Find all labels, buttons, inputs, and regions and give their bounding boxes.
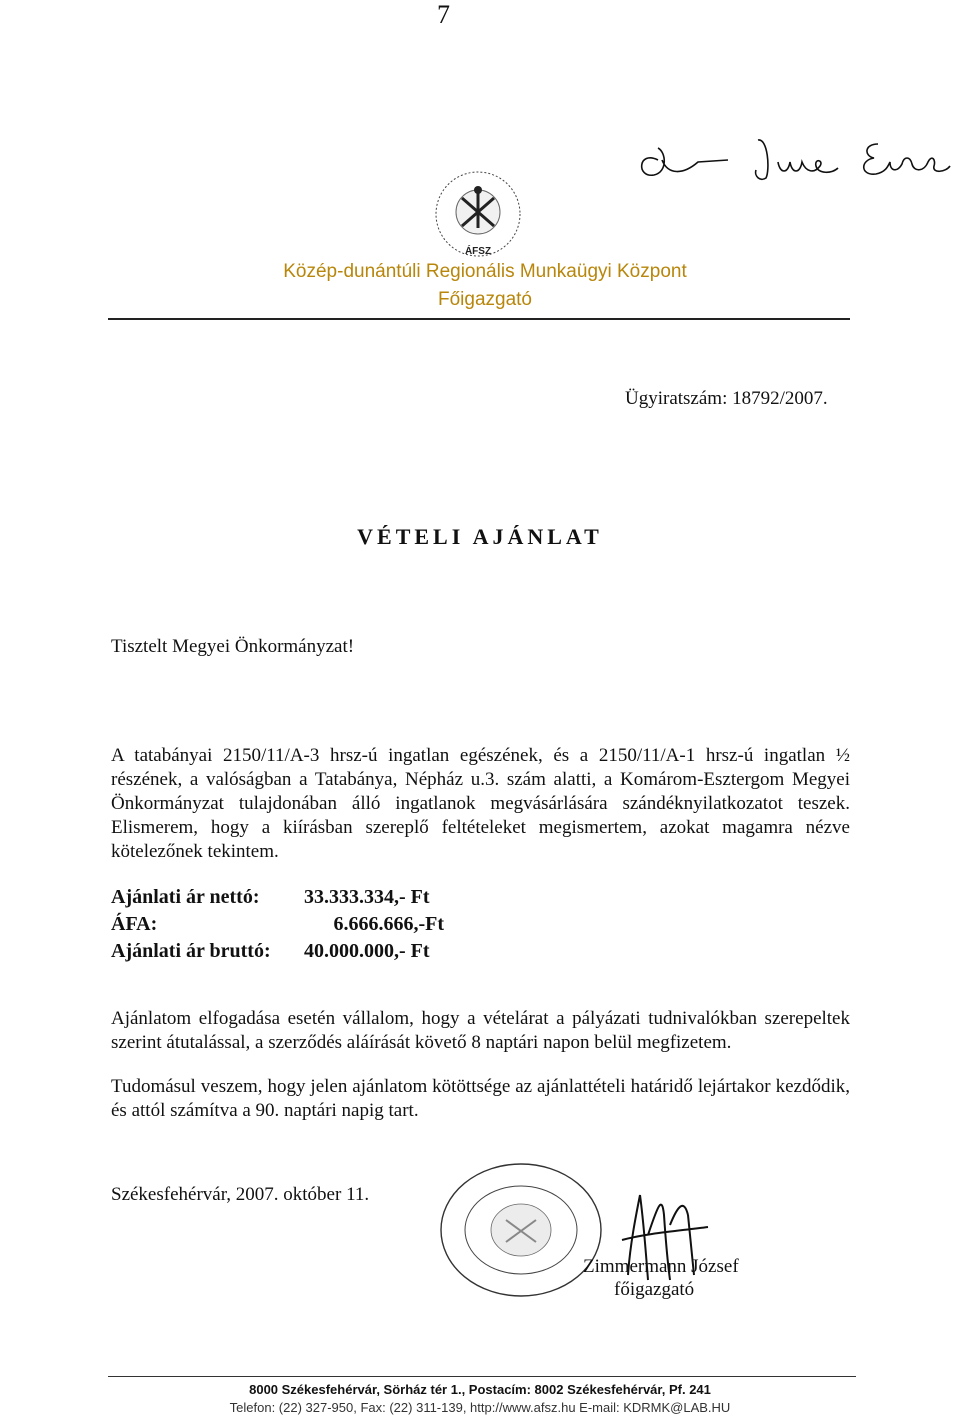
paragraph-payment: Ajánlatom elfogadása esetén vállalom, hogy a vételárat a pályázati tudnivalókban szerepeltek szerint átutalással, a szerződés aláírását követő 8 naptári napon belül megfizetem. xyxy=(111,1008,850,1053)
price-label: Ajánlati ár bruttó: xyxy=(111,940,271,962)
paragraph-offer: A tatabányai 2150/11/A-3 hrsz-ú ingatlan egészének, és a 2150/11/A-1 hrsz-ú ingatlan ½ részének, a valóságban a Tatabánya, Népház u.3. szám alatti, a Komárom-Esztergom Megyei Önkormányzat tulajdonában álló ingatlanok megvásárlására szándéknyilatkozatot teszek. Elismerem, hogy a kiírásban szereplő feltételeket megismertem, azokat magamra nézve kötelezőnek tekintem. xyxy=(111,745,850,862)
footer-contact: Telefon: (22) 327-950, Fax: (22) 311-139, http://www.afsz.hu E-mail: KDRMK@LAB.HU xyxy=(229,1400,731,1415)
org-name: Közép-dunántúli Regionális Munkaügyi Központ xyxy=(283,261,687,282)
handwritten-note xyxy=(628,130,958,190)
signatory-name: Zimmermann József xyxy=(583,1256,739,1277)
place-date: Székesfehérvár, 2007. október 11. xyxy=(111,1184,370,1205)
signatory-title: főigazgató xyxy=(614,1279,695,1300)
footer-divider xyxy=(108,1376,856,1377)
paragraph-validity: Tudomásul veszem, hogy jelen ajánlatom kötöttsége az ajánlattételi határidő lejártakor kezdődik, és attól számítva a 90. naptári napig tart. xyxy=(111,1076,850,1121)
org-header xyxy=(250,258,720,314)
salutation: Tisztelt Megyei Önkormányzat! xyxy=(111,636,355,657)
footer-address: 8000 Székesfehérvár, Sörház tér 1., Postacím: 8002 Székesfehérvár, Pf. 241 xyxy=(249,1382,711,1397)
price-label: ÁFA: xyxy=(111,913,158,935)
page-number: 7 xyxy=(437,0,450,29)
price-value: 33.333.334,- Ft xyxy=(304,886,430,908)
price-row-vat xyxy=(111,911,444,938)
price-label: Ajánlati ár nettó: xyxy=(111,886,260,908)
price-row-gross xyxy=(111,938,444,965)
document-title: VÉTELI AJÁNLAT xyxy=(357,524,603,549)
afsz-logo xyxy=(432,168,524,260)
header-divider xyxy=(108,318,850,320)
official-stamp xyxy=(436,1160,606,1300)
price-value: 6.666.666,-Ft xyxy=(333,913,444,935)
logo-text: ÁFSZ xyxy=(464,246,492,257)
price-value: 40.000.000,- Ft xyxy=(304,940,430,962)
org-role: Főigazgató xyxy=(437,289,532,310)
reference-number: Ügyiratszám: 18792/2007. xyxy=(625,388,828,409)
price-row-net xyxy=(111,884,444,911)
